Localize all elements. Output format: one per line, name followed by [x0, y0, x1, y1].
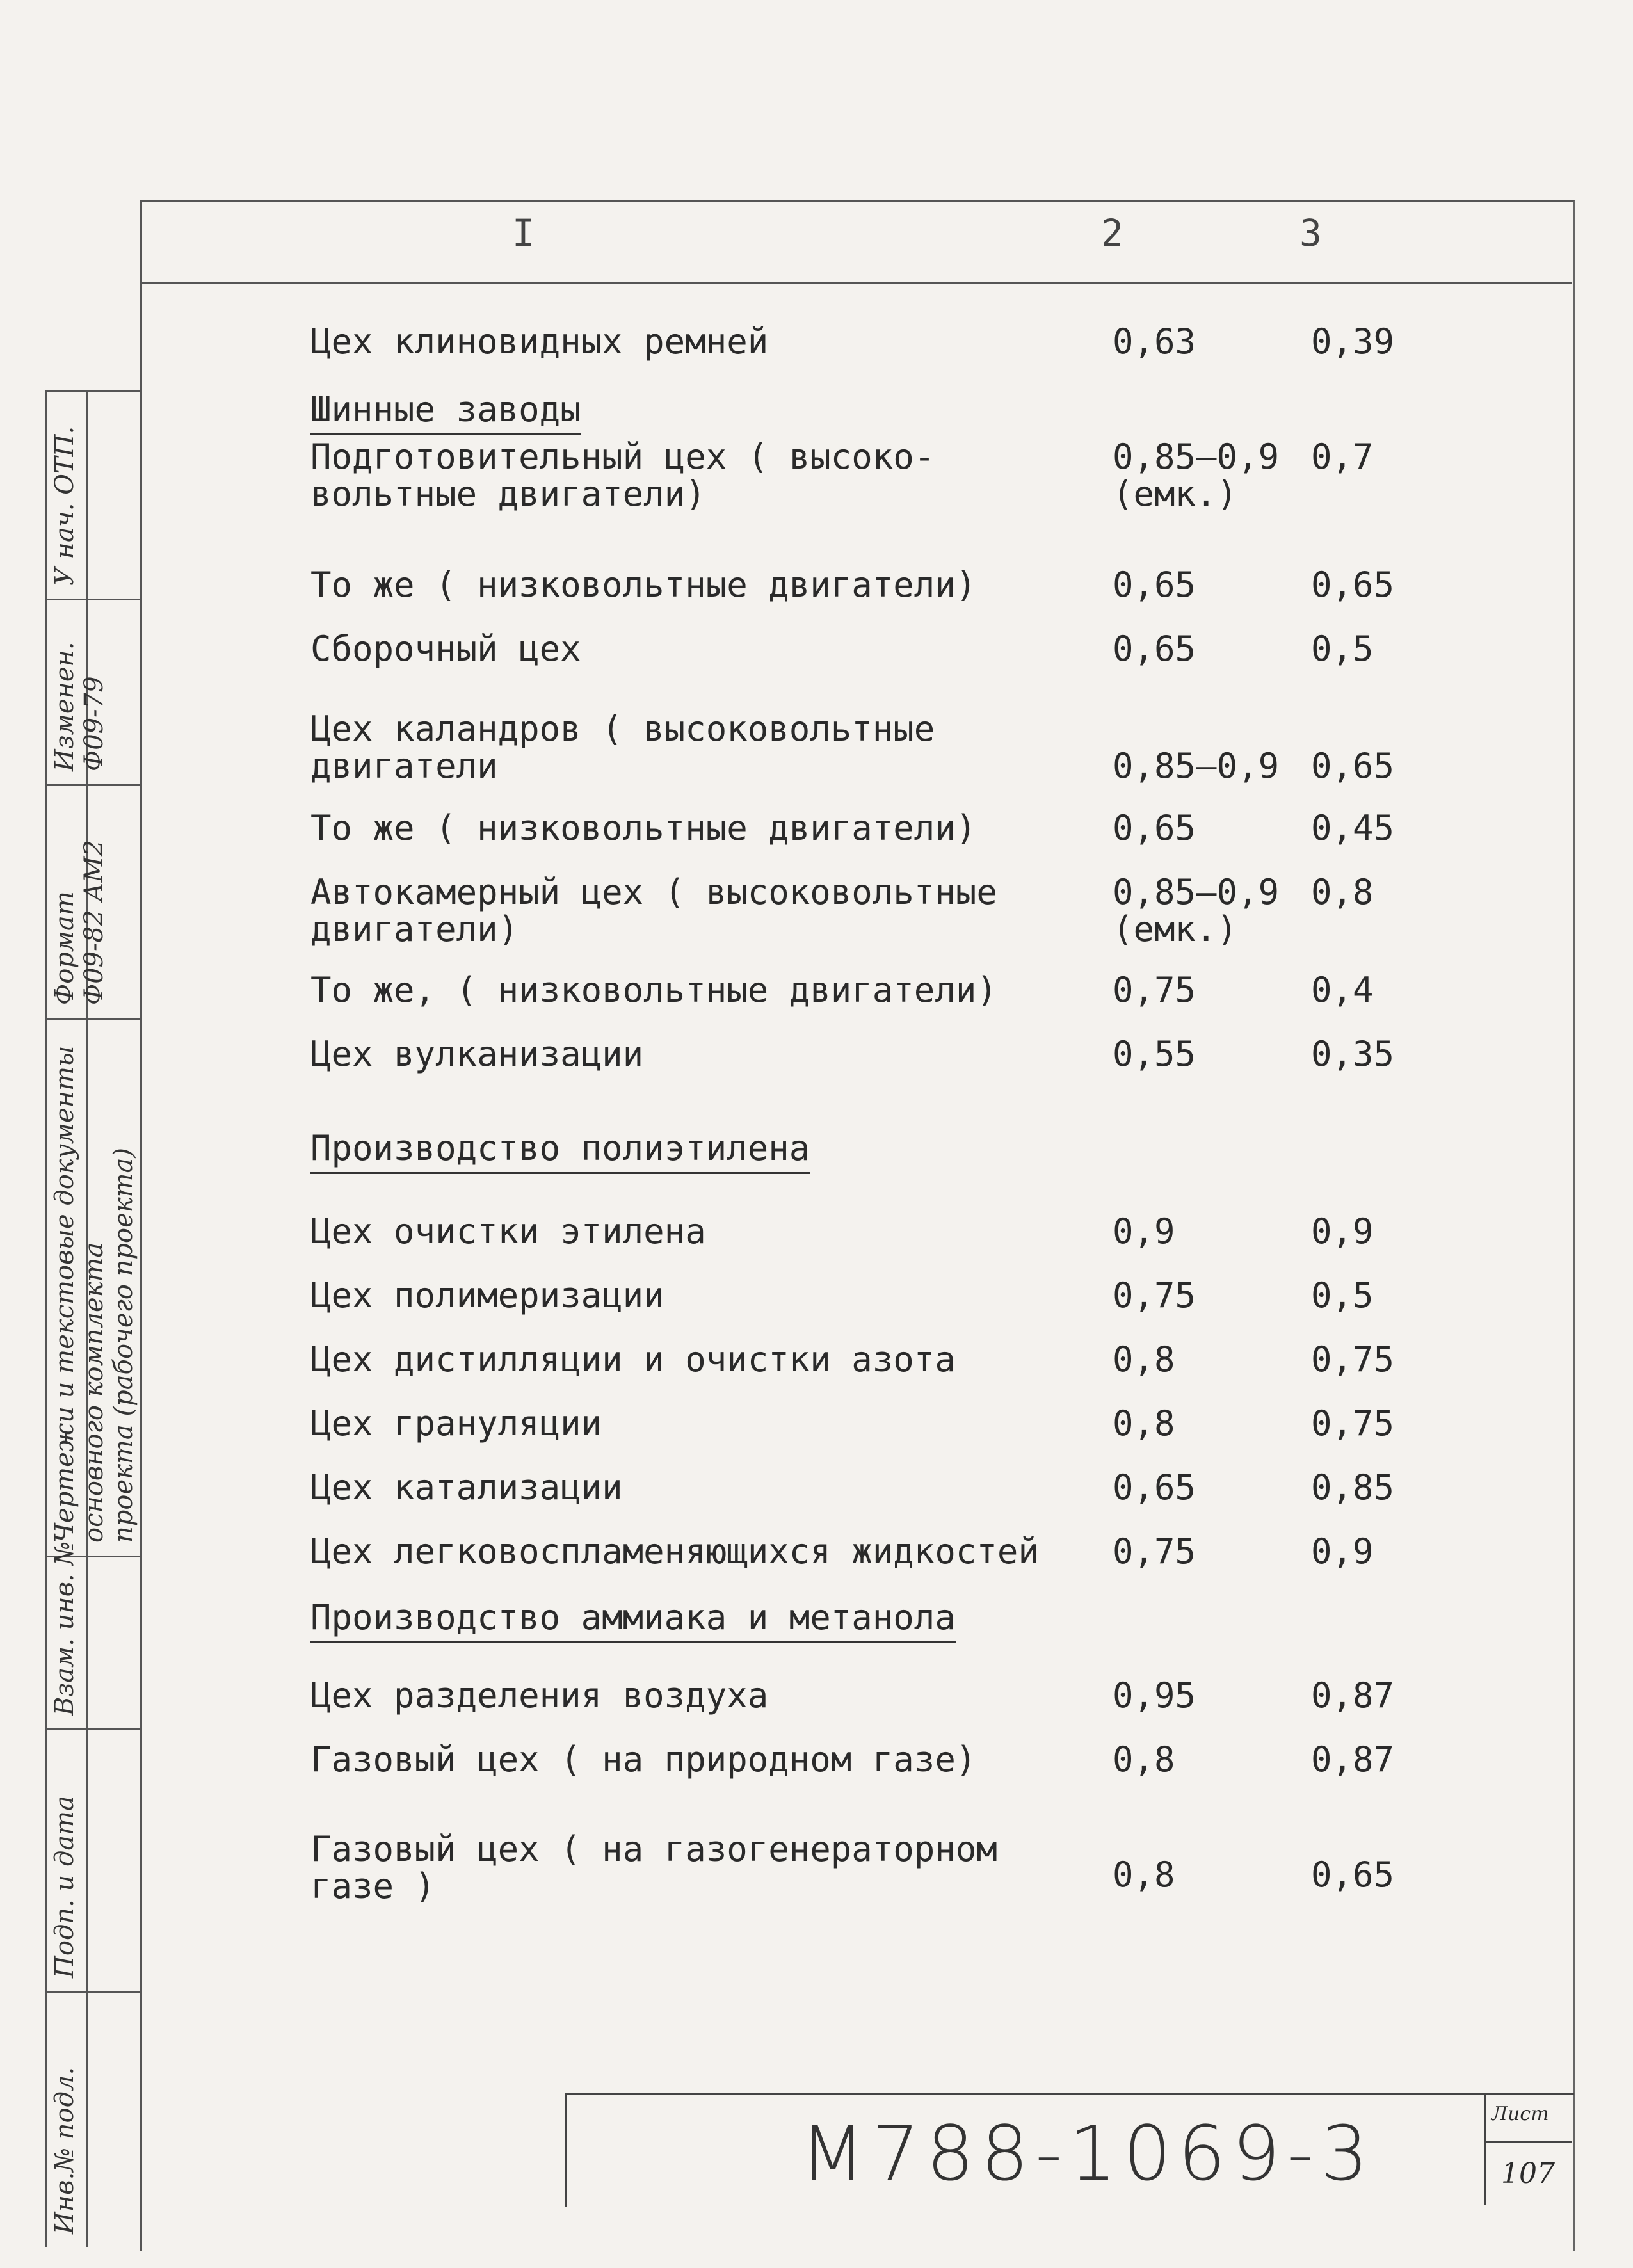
row-name: Цех катализации [310, 1467, 623, 1508]
row-value-3: 0,9 [1311, 1211, 1374, 1251]
row-value-3: 0,65 [1311, 746, 1395, 786]
row-value-3: 0,8 [1311, 872, 1374, 912]
sidebar-border-left [45, 390, 47, 2247]
sidebar-top-rule [45, 390, 141, 392]
row-value-2: 0,8 [1113, 1339, 1175, 1379]
row-name: То же ( низковольтные двигатели) [310, 808, 977, 848]
row-value-2: 0,8 [1113, 1739, 1175, 1780]
row-value-2: 0,63 [1113, 321, 1196, 362]
row-value-2: 0,75 [1113, 1531, 1196, 1572]
row-name: Автокамерный цех ( высоковольтные двигатели) [310, 872, 997, 949]
row-name: Цех вулканизации [310, 1034, 644, 1074]
section-title: Шинные заводы [310, 389, 581, 435]
row-value-3: 0,5 [1311, 1275, 1374, 1315]
sidebar-nach: У нач. ОТП. [50, 426, 79, 586]
row-name: То же ( низковольтные двигатели) [310, 565, 977, 605]
section-title: Производство полиэтилена [310, 1128, 810, 1174]
row-value-2: 0,65 [1113, 1467, 1196, 1508]
row-name: Цех грануляции [310, 1403, 602, 1444]
section-title: Производство аммиака и метанола [310, 1597, 956, 1643]
row-name: Подготовительный цех ( высоко- вольтные двигатели) [310, 437, 935, 514]
row-value-2: 0,65 [1113, 565, 1196, 605]
sidebar-rule [45, 1991, 141, 1993]
sheet-number: 107 [1501, 2157, 1555, 2190]
row-value-2: 0,75 [1113, 1275, 1196, 1315]
row-value-3: 0,75 [1311, 1403, 1395, 1444]
row-value-2: 0,55 [1113, 1034, 1196, 1074]
row-value-3: 0,45 [1311, 808, 1395, 848]
row-value-2: 0,95 [1113, 1675, 1196, 1716]
row-value-2: 0,65 [1113, 808, 1196, 848]
row-value-3: 0,4 [1311, 970, 1374, 1010]
header-col-3: 3 [1299, 211, 1322, 255]
header-col-2: 2 [1101, 211, 1123, 255]
row-value-2: 0,85–0,9 (емк.) [1113, 872, 1280, 949]
row-value-2: 0,8 [1113, 1403, 1175, 1444]
sidebar-izm: Изменен. Ф09-79 [50, 641, 109, 771]
row-name: Цех дистилляции и очистки азота [310, 1339, 956, 1379]
row-value-3: 0,87 [1311, 1675, 1395, 1716]
row-value-3: 0,39 [1311, 321, 1395, 362]
row-value-3: 0,85 [1311, 1467, 1395, 1508]
row-name: Цех полимеризации [310, 1275, 664, 1315]
row-value-3: 0,9 [1311, 1531, 1374, 1572]
row-value-3: 0,65 [1311, 565, 1395, 605]
row-name: Цех разделения воздуха [310, 1675, 769, 1716]
sidebar-rule [45, 1018, 141, 1020]
row-value-2: 0,8 [1113, 1854, 1175, 1895]
row-name: Сборочный цех [310, 629, 581, 669]
sidebar-sign-date: Подп. и дата [50, 1796, 79, 1978]
sidebar-rule [45, 599, 141, 600]
header-divider [140, 282, 1572, 284]
sidebar-inv: Инв.№ подл. [50, 2066, 79, 2234]
row-value-2: 0,65 [1113, 629, 1196, 669]
row-value-3: 0,75 [1311, 1339, 1395, 1379]
sidebar-docs: Чертежи и текстовые документы основного комплекта проекта (рабочего проекта) [50, 1045, 138, 1543]
row-value-2: 0,75 [1113, 970, 1196, 1010]
row-name: Цех легковоспламеняющихся жидкостей [310, 1531, 1039, 1572]
row-name: Цех очистки этилена [310, 1211, 706, 1251]
row-name: Газовый цех ( на природном газе) [310, 1739, 977, 1780]
row-value-3: 0,65 [1311, 1854, 1395, 1895]
sidebar-format: Формат Ф09-82 АМ2 [50, 840, 109, 1005]
document-code: М788-1069-3 [800, 2109, 1375, 2198]
row-name: Цех клиновидных ремней [310, 321, 769, 362]
sidebar-rule [45, 784, 141, 786]
row-value-2: 0,9 [1113, 1211, 1175, 1251]
sheet-label: Лист [1492, 2103, 1549, 2125]
row-name: То же, ( низковольтные двигатели) [310, 970, 997, 1010]
row-value-3: 0,7 [1311, 437, 1374, 477]
row-value-2: 0,85–0,9 (емк.) [1113, 437, 1280, 514]
sidebar-rule [45, 1728, 141, 1730]
row-value-3: 0,87 [1311, 1739, 1395, 1780]
header-col-1: I [512, 211, 535, 255]
row-value-3: 0,5 [1311, 629, 1374, 669]
row-name: Газовый цех ( на газогенераторном газе ) [310, 1829, 997, 1906]
row-value-2: 0,85–0,9 [1113, 746, 1280, 786]
row-value-3: 0,35 [1311, 1034, 1395, 1074]
sidebar-replaced: Взам. инв. № [50, 1541, 79, 1716]
row-name: Цех каландров ( высоковольтные двигатели [310, 709, 935, 786]
sheet-divider [1484, 2141, 1572, 2143]
